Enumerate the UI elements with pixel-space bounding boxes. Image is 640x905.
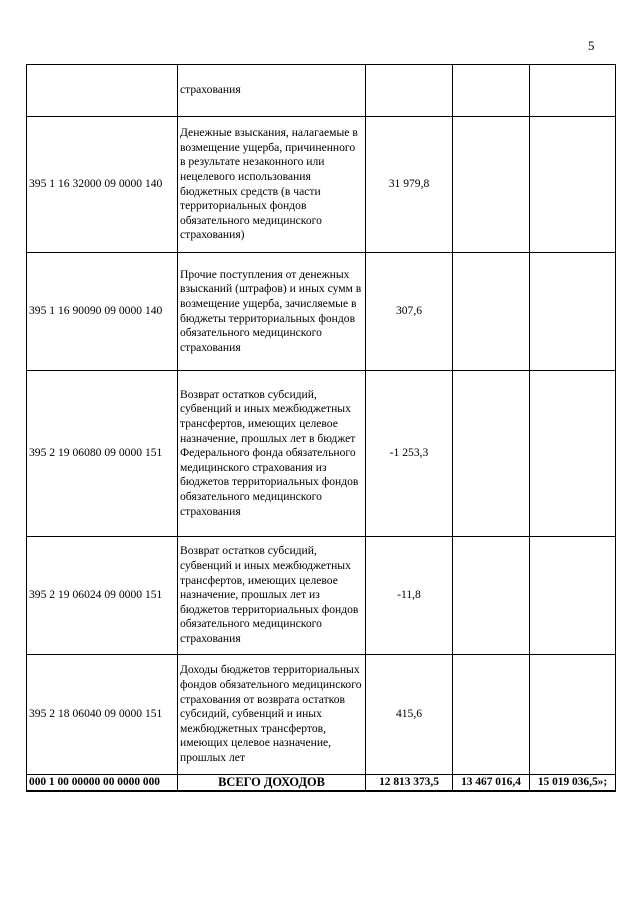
row-value-3 [530,655,616,775]
row-value-1: -11,8 [366,537,453,655]
row-code: 395 1 16 90090 09 0000 140 [27,253,178,371]
row-value-2 [453,655,530,775]
row-value-3 [530,537,616,655]
total-row [27,775,616,791]
row-value-1: 415,6 [366,655,453,775]
row-value-3 [530,65,616,117]
row-value-2 [453,117,530,253]
total-value-2: 13 467 016,4 [453,775,530,791]
row-value-1 [366,65,453,117]
total-value-1: 12 813 373,5 [366,775,453,791]
row-value-1: 307,6 [366,253,453,371]
table-row [27,65,616,117]
row-value-3 [530,371,616,537]
row-name: страхования [178,65,366,117]
row-value-3 [530,117,616,253]
row-value-1: 31 979,8 [366,117,453,253]
table-row [27,371,616,537]
page-number: 5 [588,38,595,53]
row-code: 395 1 16 32000 09 0000 140 [27,117,178,253]
row-value-2 [453,65,530,117]
income-table [26,64,616,792]
table-row [27,117,616,253]
row-value-3 [530,253,616,371]
table-row [27,253,616,371]
total-value-3: 15 019 036,5»; [530,775,616,791]
row-value-2 [453,253,530,371]
table-row [27,655,616,775]
row-name: Доходы бюджетов территориальных фондов обязательного медицинского страхования от возврата остатков субсидий, субвенций и иных межбюджетных трансфертов, имеющих целевое назначение, прошлых лет [178,655,366,775]
row-name: Прочие поступления от денежных взысканий (штрафов) и иных сумм в возмещение ущерба, зачисляемые в бюджеты территориальных фондов обязательного медицинского страхования [178,253,366,371]
row-value-2 [453,371,530,537]
table-row [27,537,616,655]
total-code: 000 1 00 00000 00 0000 000 [27,775,178,791]
row-name: Денежные взыскания, налагаемые в возмещение ущерба, причиненного в результате незаконного или нецелевого использования бюджетных средств (в части территориальных фондов обязательного медицинского страхования) [178,117,366,253]
total-label: ВСЕГО ДОХОДОВ [178,775,366,791]
row-name: Возврат остатков субсидий, субвенций и иных межбюджетных трансфертов, имеющих целевое назначение, прошлых лет в бюджет Федерального фонда обязательного медицинского страхования из бюджетов территориальных фондов обязательного медицинского страхования [178,371,366,537]
row-code: 395 2 19 06080 09 0000 151 [27,371,178,537]
row-code: 395 2 19 06024 09 0000 151 [27,537,178,655]
row-value-1: -1 253,3 [366,371,453,537]
row-code [27,65,178,117]
row-name: Возврат остатков субсидий, субвенций и иных межбюджетных трансфертов, имеющих целевое назначение, прошлых лет из бюджетов территориальных фондов обязательного медицинского страхования [178,537,366,655]
row-code: 395 2 18 06040 09 0000 151 [27,655,178,775]
row-value-2 [453,537,530,655]
